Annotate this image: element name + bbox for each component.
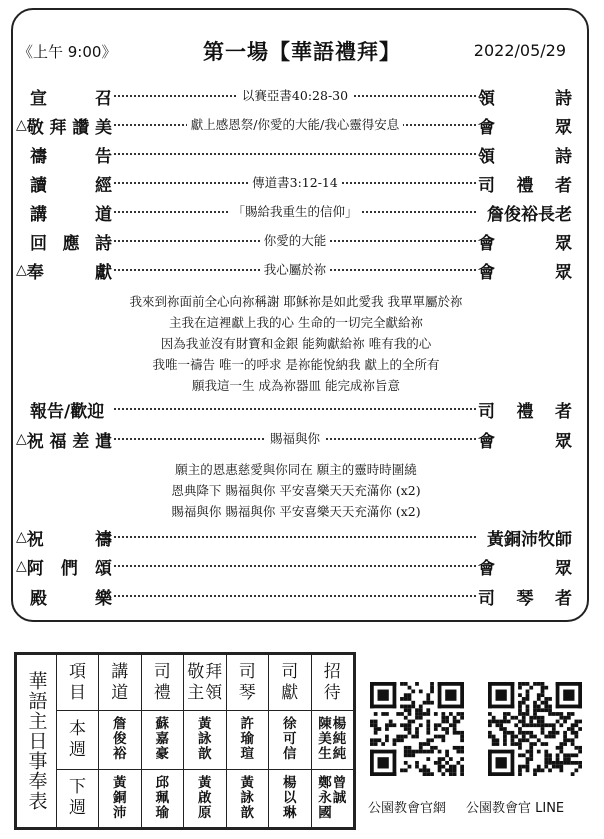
schedule-column-header: 司 琴 [238,661,256,703]
lyric-line: 因為我並沒有財寶和金銀 能夠獻給祢 唯有我的心 [160,336,432,351]
order-item [16,427,572,452]
schedule-column-header: 講 道 [111,661,129,703]
order-item-detail: 「賜給我重生的信仰」 [114,200,476,224]
schedule-cell: 鄭 永 國 曾 誠 [311,769,354,828]
order-item-leader: 司 禮 者 [478,401,572,422]
schedule-cell: 徐 可 信 [269,711,312,770]
lyric-line: 我來到祢面前全心向祢稱謝 耶穌祢是如此愛我 我單單屬於祢 [129,294,463,309]
order-item-leader: 黃銅沛牧師 [487,529,572,550]
schedule-cell: 黃 詠 歆 [184,711,227,770]
schedule-cell: 黃 詠 歆 [226,769,269,828]
worship-header [0,38,604,66]
schedule-row-label: 下 週 [69,777,86,819]
schedule-cell: 詹 俊 裕 [99,711,142,770]
schedule-row-next-week [17,769,354,828]
lyric-line: 我唯一禱告 唯一的呼求 是祢能悅納我 獻上的全所有 [152,357,440,372]
schedule-column-header: 敬 拜 主 領 [187,661,223,703]
order-item-label: △ 敬 拜 讚 美 [16,117,112,138]
order-item [20,84,572,108]
order-item-label: △ 奉 獻 [16,262,112,283]
schedule-cell: 黃 啟 原 [184,769,227,828]
schedule-row-this-week [17,711,354,770]
order-item-detail: 你愛的大能 [114,229,476,253]
order-item-leader: 會 眾 [478,558,572,579]
qr-caption-line: 公園教會官 LINE [466,801,565,816]
order-item-detail: 以賽亞書40:28-30 [114,84,476,108]
schedule-row-label: 本 週 [69,718,86,760]
order-item-label: 讀 經 [30,175,112,196]
order-item-label: 講 道 [30,204,112,225]
order-item-leader: 會 眾 [478,262,572,283]
order-item-label: 宣 召 [30,88,112,109]
qr-caption-website: 公園教會官網 [368,801,447,816]
offering-lyrics [20,291,572,396]
order-item [16,258,572,283]
order-item-leader: 領 詩 [478,88,572,109]
order-item-leader: 司 琴 者 [478,588,572,609]
order-item [20,200,572,224]
order-item-detail: 傳道書3:12-14 [114,171,476,195]
order-item-detail: 我心屬於祢 [114,258,476,282]
order-item [20,171,572,195]
order-item [16,525,572,550]
schedule-corner [57,655,99,711]
schedule-cell: 許 瑜 瑄 [226,711,269,770]
order-item-leader: 詹俊裕長老 [487,204,572,225]
order-item [20,229,572,253]
order-item [20,142,572,166]
lyric-line: 主我在這裡獻上我的心 生命的一切完全獻給祢 [169,315,423,330]
order-item-detail: 賜福與你 [114,427,476,451]
lyric-line: 恩典降下 賜福與你 平安喜樂天天充滿你 (x2) [171,483,421,498]
order-item-label: 回 應 詩 [30,233,112,254]
lyric-line: 願主的恩惠慈愛與你同在 願主的靈時時圍繞 [175,462,417,477]
lyric-line: 賜福與你 賜福與你 平安喜樂天天充滿你 (x2) [171,504,421,519]
page-title: 第一場【華語禮拜】 [203,40,401,64]
schedule-cell: 黃 銅 沛 [99,769,142,828]
order-item-leader: 領 詩 [478,146,572,167]
order-item-label: △ 阿 們 頌 [16,558,112,579]
order-item-label: △ 祝 福 差 遣 [16,431,112,452]
schedule-cell: 陳 美 生 楊 純 純 [311,711,354,770]
schedule-title: 華語主日事奉表 [17,655,57,828]
order-item-label: 禱 告 [30,146,112,167]
order-item-leader: 會 眾 [478,431,572,452]
schedule-cell: 邱 珮 瑜 [141,769,184,828]
order-item-label: 殿 樂 [30,588,112,609]
service-schedule-table [14,652,356,830]
schedule-column-header: 司 獻 [281,661,299,703]
lyric-line: 願我這一生 成為祢器皿 能完成祢旨意 [192,378,400,393]
schedule-corner-label: 項 目 [69,661,86,703]
schedule-column-header: 司 禮 [153,661,171,703]
order-item-leader: 司 禮 者 [478,175,572,196]
qr-code-icon[interactable] [370,682,464,776]
qr-code-icon[interactable] [488,682,582,776]
order-item [20,584,572,608]
service-date: 2022/05/29 [473,41,566,60]
order-item-leader: 會 眾 [478,117,572,138]
schedule-column-header: 招 待 [323,661,341,703]
order-item-label: △ 祝 禱 [16,529,112,550]
service-time: 《上午 9:00》 [18,43,117,61]
order-item-leader: 會 眾 [478,233,572,254]
order-item [20,397,572,421]
order-item-detail: 獻上感恩祭/你愛的大能/我心靈得安息 [114,113,476,137]
blessing-lyrics [20,459,572,522]
order-item [16,554,572,579]
order-item [16,113,572,138]
schedule-cell: 楊 以 琳 [269,769,312,828]
order-item-label: 報告/歡迎 [30,401,105,422]
schedule-cell: 蘇 嘉 豪 [141,711,184,770]
